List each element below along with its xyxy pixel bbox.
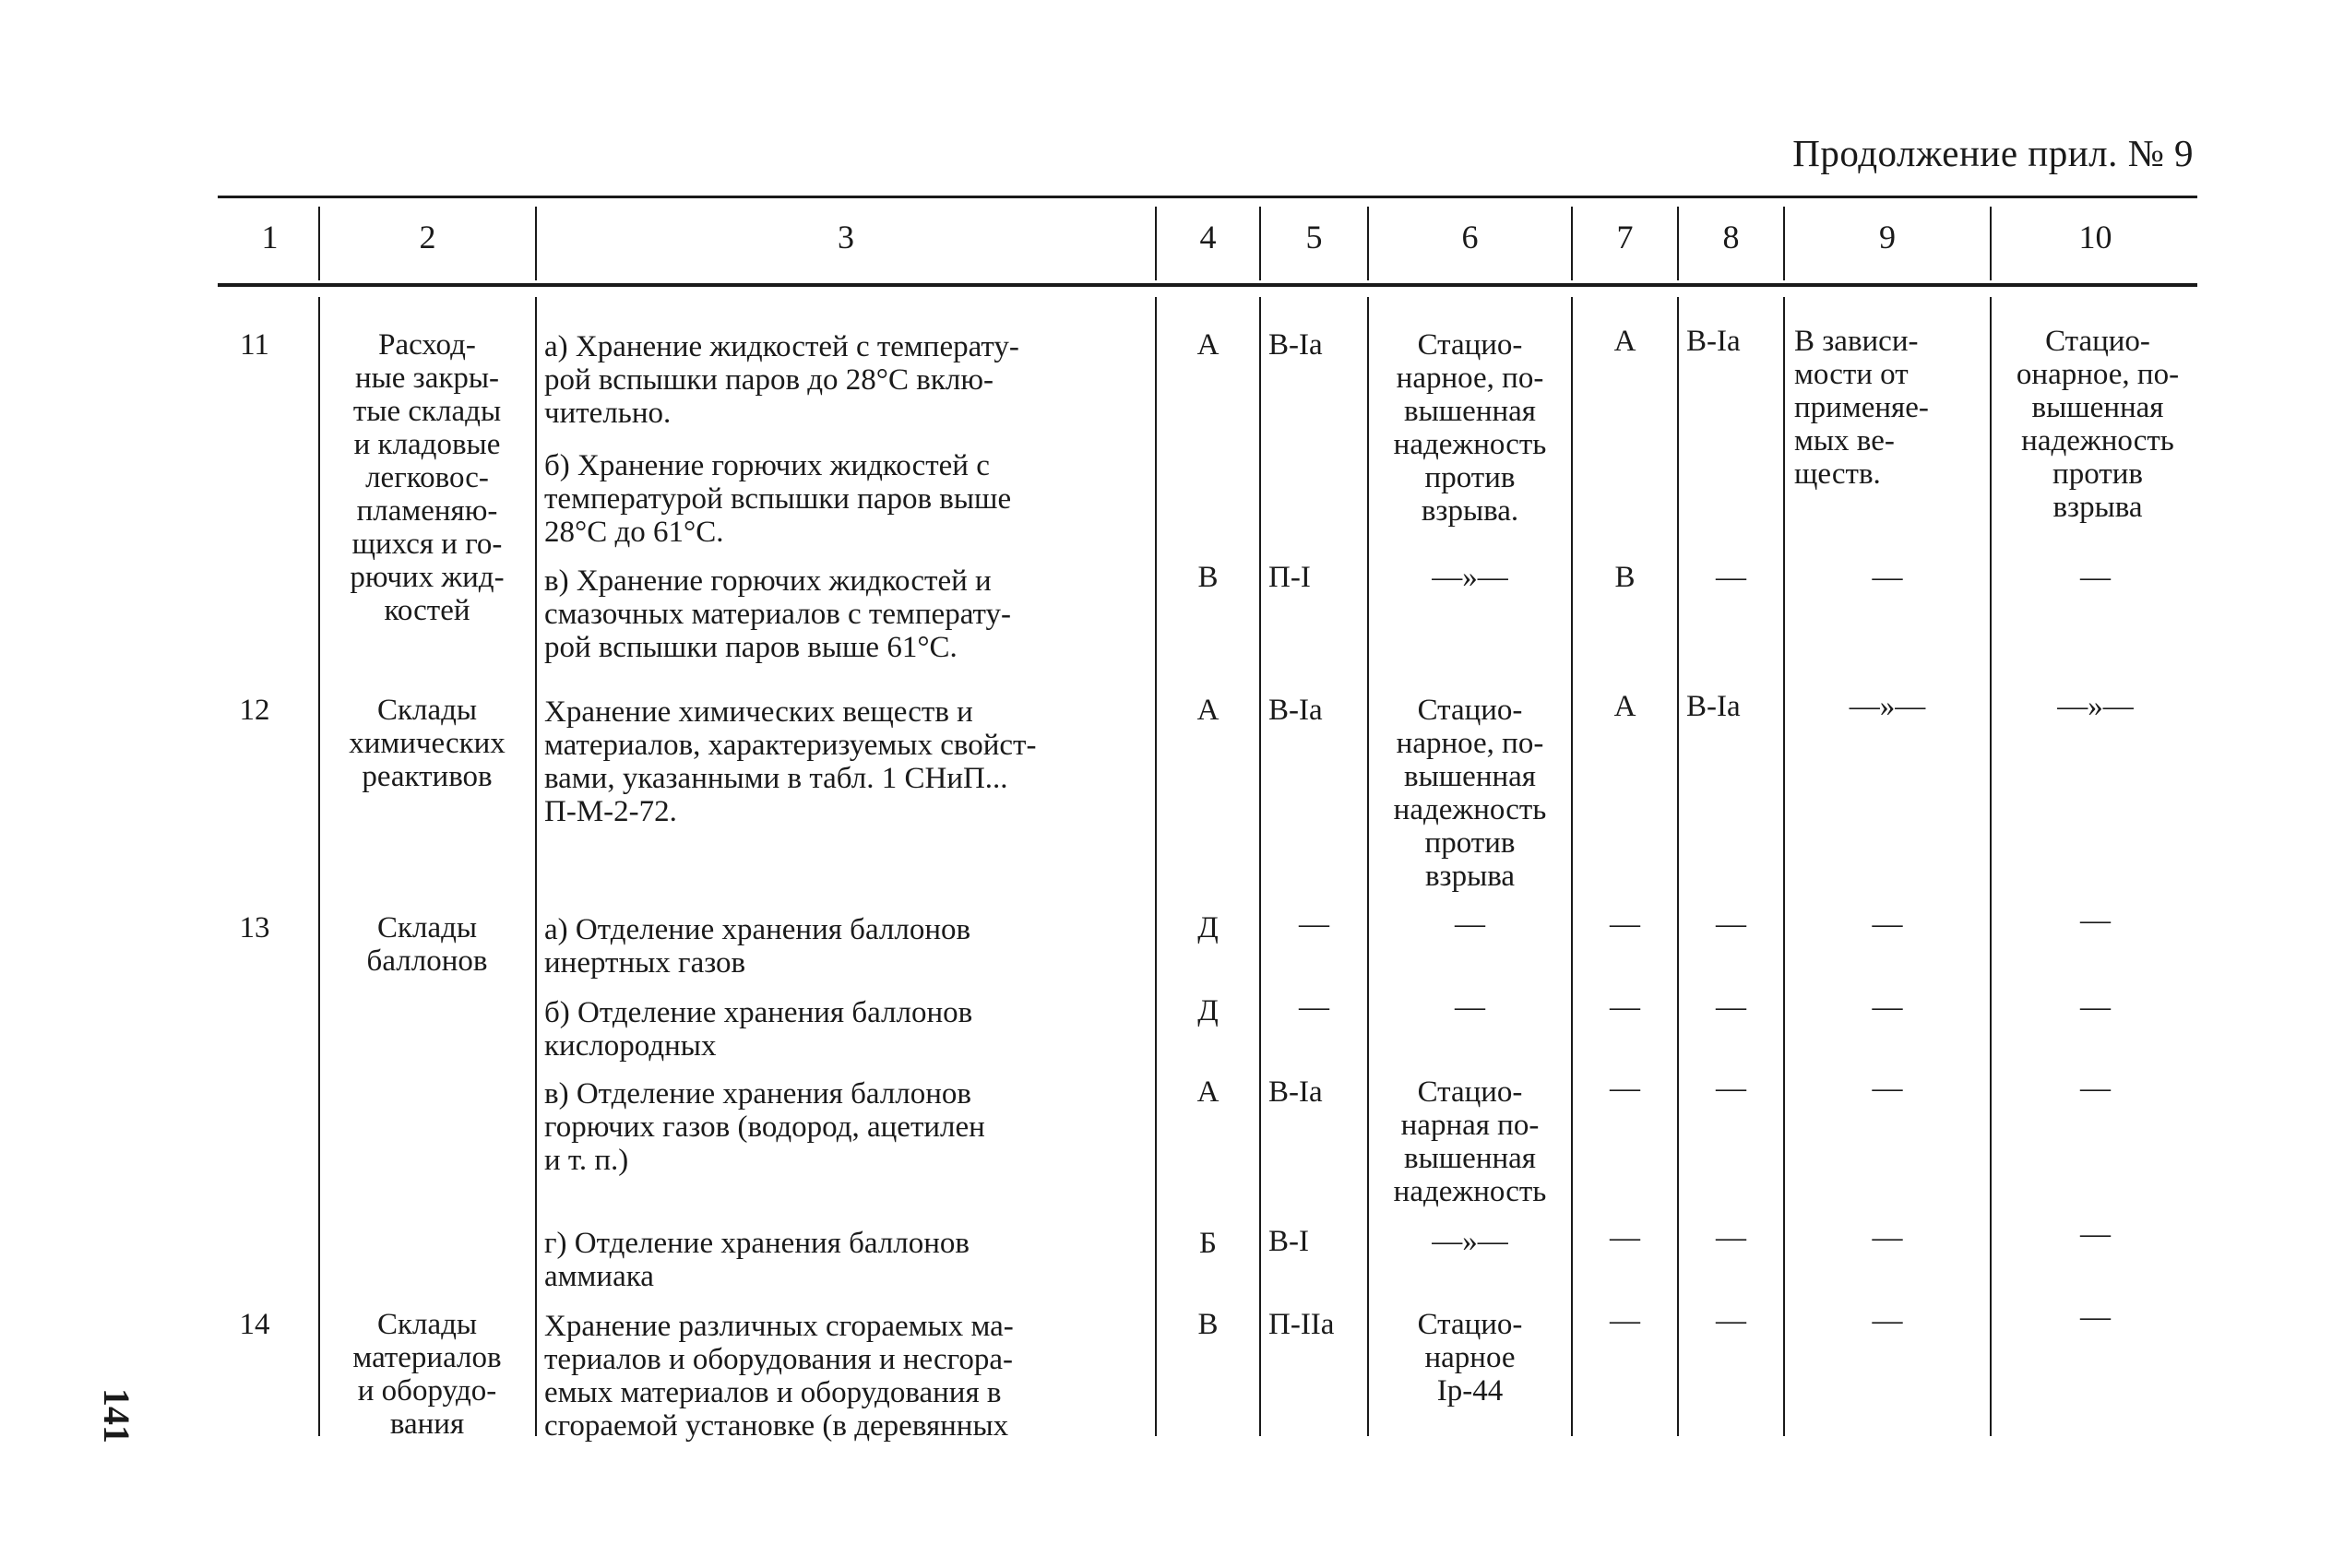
category-cell: Д xyxy=(1197,994,1219,1028)
storage-description: а) Отделение хранения баллонов инертных газов xyxy=(544,913,971,980)
column-header: 2 xyxy=(419,219,436,255)
column-header: 10 xyxy=(2078,219,2112,255)
zone-class-cell: — xyxy=(1716,908,1746,941)
zone-class-cell: — xyxy=(1716,991,1746,1024)
category-cell: А xyxy=(1613,325,1636,358)
column-divider xyxy=(535,297,537,1436)
table-top-rule xyxy=(218,196,2197,198)
column-divider xyxy=(1571,297,1573,1436)
object-name: Склады баллонов xyxy=(366,911,488,978)
category-cell: — xyxy=(1610,1072,1640,1105)
storage-description: Хранение различных сгораемых ма- териалов и оборудования и несгора- емых материалов и оборудования в сгораемой установке (в деревянных xyxy=(544,1310,1014,1443)
notes-cell: — xyxy=(1872,1304,1903,1337)
storage-description: а) Хранение жидкостей с температу- рой вспышки паров до 28°С вклю- чительно. xyxy=(544,330,1019,430)
object-name: Склады материалов и оборудо- вания xyxy=(352,1308,502,1441)
equipment-cell: — xyxy=(2080,1072,2111,1105)
notes-cell: — xyxy=(1872,1072,1903,1105)
page-number: 141 xyxy=(96,1388,137,1443)
equipment-cell: Стацио- нарная по- вышенная надежность xyxy=(1393,1075,1547,1208)
notes-cell: —»— xyxy=(1849,690,1926,723)
equipment-cell: — xyxy=(2080,991,2111,1024)
equipment-cell: Стацио- нарное Iр-44 xyxy=(1417,1308,1523,1408)
column-divider xyxy=(1155,297,1157,1436)
equipment-cell: — xyxy=(2080,1301,2111,1334)
category-cell: — xyxy=(1610,991,1640,1024)
column-divider xyxy=(1259,297,1261,1436)
storage-description: в) Хранение горючих жидкостей и смазочных материалов с температу- рой вспышки паров выше 61°С. xyxy=(544,564,1011,664)
equipment-cell: — xyxy=(1455,908,1485,941)
equipment-cell: — xyxy=(2080,904,2111,937)
storage-description: в) Отделение хранения баллонов горючих газов (водород, ацетилен и т. п.) xyxy=(544,1077,985,1177)
notes-cell: — xyxy=(1872,1221,1903,1254)
zone-class-cell: — xyxy=(1716,561,1746,594)
notes-cell: — xyxy=(1872,908,1903,941)
equipment-cell: —»— xyxy=(1432,1225,1508,1258)
object-name: Склады химических реактивов xyxy=(349,694,506,793)
continuation-caption: Продолжение прил. № 9 xyxy=(1792,132,2194,174)
zone-class-cell: — xyxy=(1299,908,1329,941)
category-cell: В xyxy=(1614,561,1636,594)
notes-cell: В зависи- мости от применяе- мых ве- ществ. xyxy=(1794,325,1929,491)
column-header: 6 xyxy=(1461,219,1479,255)
category-cell: А xyxy=(1196,694,1220,727)
row-number: 14 xyxy=(239,1308,270,1341)
category-cell: А xyxy=(1613,690,1636,723)
storage-description: б) Отделение хранения баллонов кислородных xyxy=(544,996,973,1063)
category-cell: А xyxy=(1196,328,1220,362)
storage-description: г) Отделение хранения баллонов аммиака xyxy=(544,1227,970,1293)
zone-class-cell: — xyxy=(1299,991,1329,1024)
zone-class-cell: В-Iа xyxy=(1268,694,1323,727)
table-header-rule xyxy=(218,283,2197,287)
zone-class-cell: В-I xyxy=(1268,1225,1309,1258)
column-header: 5 xyxy=(1305,219,1323,255)
equipment-cell: — xyxy=(2080,1218,2111,1251)
zone-class-cell: П-IIа xyxy=(1268,1308,1335,1341)
zone-class-cell: В-Iа xyxy=(1686,690,1741,723)
category-cell: — xyxy=(1610,1221,1640,1254)
category-cell: — xyxy=(1610,908,1640,941)
column-header: 9 xyxy=(1879,219,1896,255)
storage-description: б) Хранение горючих жидкостей с температурой вспышки паров выше 28°С до 61°С. xyxy=(544,449,1012,549)
category-cell: Д xyxy=(1197,911,1219,944)
equipment-cell: Стацио- онарное, по- вышенная надежность против взрыва xyxy=(2016,325,2180,524)
zone-class-cell: В-Iа xyxy=(1268,1075,1323,1109)
zone-class-cell: — xyxy=(1716,1221,1746,1254)
equipment-cell: — xyxy=(2080,561,2111,594)
zone-class-cell: П-I xyxy=(1268,561,1311,594)
notes-cell: — xyxy=(1872,561,1903,594)
column-divider xyxy=(1677,297,1679,1436)
row-number: 11 xyxy=(240,328,269,362)
column-header: 7 xyxy=(1616,219,1634,255)
category-cell: Б xyxy=(1199,1227,1217,1260)
notes-cell: — xyxy=(1872,991,1903,1024)
column-header: 8 xyxy=(1722,219,1740,255)
equipment-cell: —»— xyxy=(1432,561,1508,594)
storage-description: Хранение химических веществ и материалов, характеризуемых свойст- вами, указанными в табл. 1 СНиП... П-М-2-72. xyxy=(544,695,1037,828)
category-cell: — xyxy=(1610,1304,1640,1337)
category-cell: В xyxy=(1197,1308,1219,1341)
equipment-cell: — xyxy=(1455,991,1485,1024)
equipment-cell: —»— xyxy=(2057,690,2134,723)
equipment-cell: Стацио- нарное, по- вышенная надежность против взрыва xyxy=(1393,694,1547,893)
zone-class-cell: В-Iа xyxy=(1268,328,1323,362)
column-header: 1 xyxy=(261,219,279,255)
category-cell: А xyxy=(1196,1075,1220,1109)
object-name: Расход- ные закры- тые склады и кладовые легковос- пламеняю- щихся и го- рючих жид- костей xyxy=(350,328,505,627)
column-header: 3 xyxy=(838,219,854,255)
zone-class-cell: В-Iа xyxy=(1686,325,1741,358)
row-number: 12 xyxy=(239,694,270,727)
equipment-cell: Стацио- нарное, по- вышенная надежность против взрыва. xyxy=(1393,328,1547,528)
row-number: 13 xyxy=(239,911,270,944)
column-divider xyxy=(1783,297,1785,1436)
zone-class-cell: — xyxy=(1716,1072,1746,1105)
column-divider xyxy=(1990,297,1992,1436)
column-header: 4 xyxy=(1199,219,1217,255)
zone-class-cell: — xyxy=(1716,1304,1746,1337)
column-divider xyxy=(318,297,320,1436)
category-cell: В xyxy=(1197,561,1219,594)
